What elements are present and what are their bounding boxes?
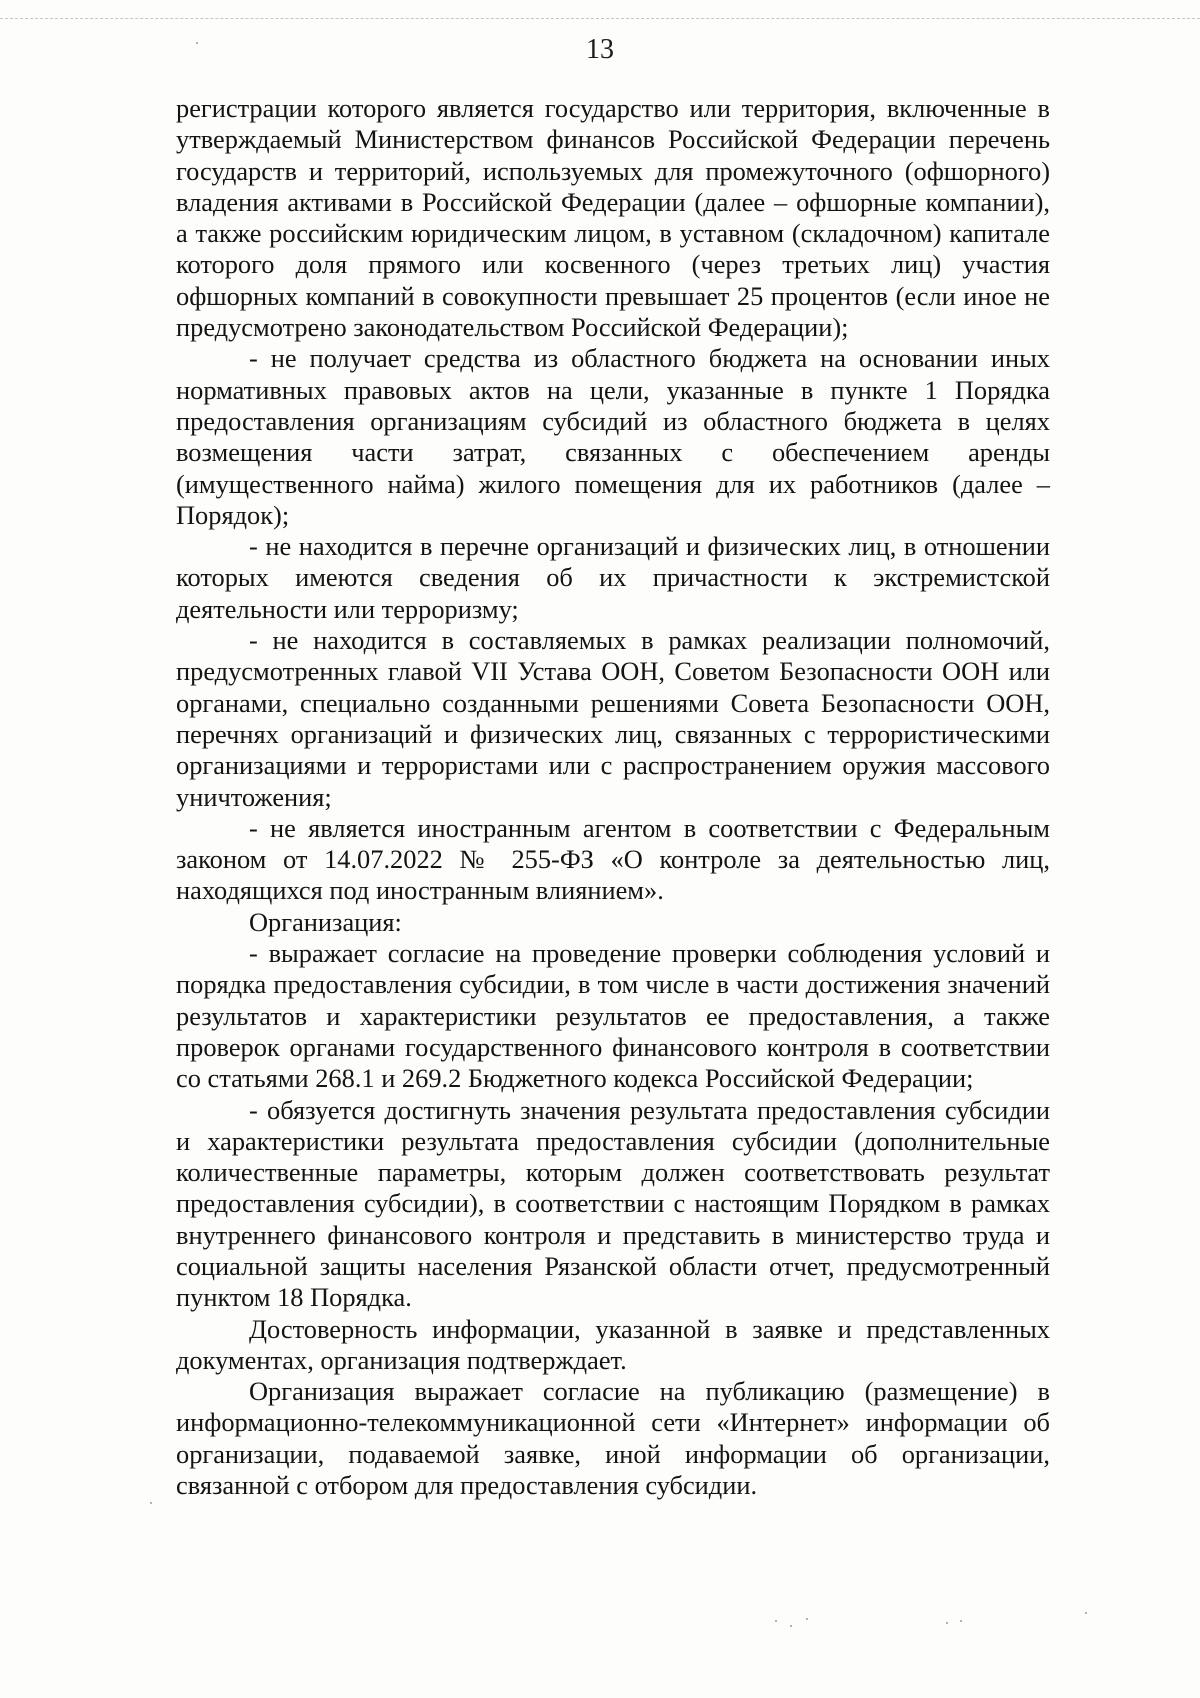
document-body	[176, 93, 1050, 1501]
scan-speck	[806, 1618, 808, 1620]
paragraph-10: Организация выражает согласие на публикацию (размещение) в информационно-телекоммуникационной сети «Интернет» информации об организации, подаваемой заявке, иной информации об организации, связанной с отбором для предоставления субсидии.	[176, 1376, 1050, 1501]
scan-speck	[1085, 1612, 1087, 1614]
scan-speck	[775, 1620, 777, 1622]
scan-edge-line	[0, 18, 1200, 19]
paragraph-2: - не получает средства из областного бюджета на основании иных нормативных правовых актов на цели, указанные в пункте 1 Порядка предоставления организациям субсидий из областного бюджета в целях возмещения части затрат, связанных с обеспечением аренды (имущественного найма) жилого помещения для их работников (далее – Порядок);	[176, 343, 1050, 530]
paragraph-1: регистрации которого является государство или территория, включенные в утверждаемый Министерством финансов Российской Федерации перечень государств и территорий, используемых для промежуточного (офшорного) владения активами в Российской Федерации (далее – офшорные компании), а также российским юридическим лицом, в уставном (складочном) капитале которого доля прямого или косвенного (через третьих лиц) участия офшорных компаний в совокупности превышает 25 процентов (если иное не предусмотрено законодательством Российской Федерации);	[176, 93, 1050, 343]
scan-speck	[790, 1625, 792, 1627]
paragraph-9: Достоверность информации, указанной в заявке и представленных документах, организация подтверждает.	[176, 1313, 1050, 1375]
paragraph-4: - не находится в составляемых в рамках реализации полномочий, предусмотренных главой VII Устава ООН, Советом Безопасности ООН или органами, специально созданными решениями Совета Безопасности ООН, перечнях организаций и физических лиц, связанных с террористическими организациями и террористами или с распространением оружия массового уничтожения;	[176, 625, 1050, 812]
paragraph-8: - обязуется достигнуть значения результата предоставления субсидии и характеристики результата предоставления субсидии (дополнительные количественные параметры, которым должен соответствовать результат предоставления субсидии), в соответствии с настоящим Порядком в рамках внутреннего финансового контроля и представить в министерство труда и социальной защиты населения Рязанской области отчет, предусмотренный пунктом 18 Порядка.	[176, 1094, 1050, 1313]
paragraph-3: - не находится в перечне организаций и физических лиц, в отношении которых имеются сведения об их причастности к экстремистской деятельности или терроризму;	[176, 531, 1050, 624]
paragraph-6: Организация:	[249, 906, 402, 937]
page-number: 13	[586, 34, 614, 65]
scan-speck	[150, 1502, 152, 1504]
paragraph-7: - выражает согласие на проведение проверки соблюдения условий и порядка предоставления субсидии, в том числе в части достижения значений результатов и характеристики результатов ее предоставления, а также проверок органами государственного финансового контроля в соответствии со статьями 268.1 и 269.2 Бюджетного кодекса Российской Федерации;	[176, 938, 1050, 1094]
scan-speck	[960, 1620, 962, 1622]
scan-speck	[196, 42, 198, 44]
paragraph-5: - не является иностранным агентом в соответствии с Федеральным законом от 14.07.2022 № 255-ФЗ «О контроле за деятельностью лиц, находящихся под иностранным влиянием».	[176, 812, 1050, 906]
scan-speck	[946, 1622, 948, 1624]
